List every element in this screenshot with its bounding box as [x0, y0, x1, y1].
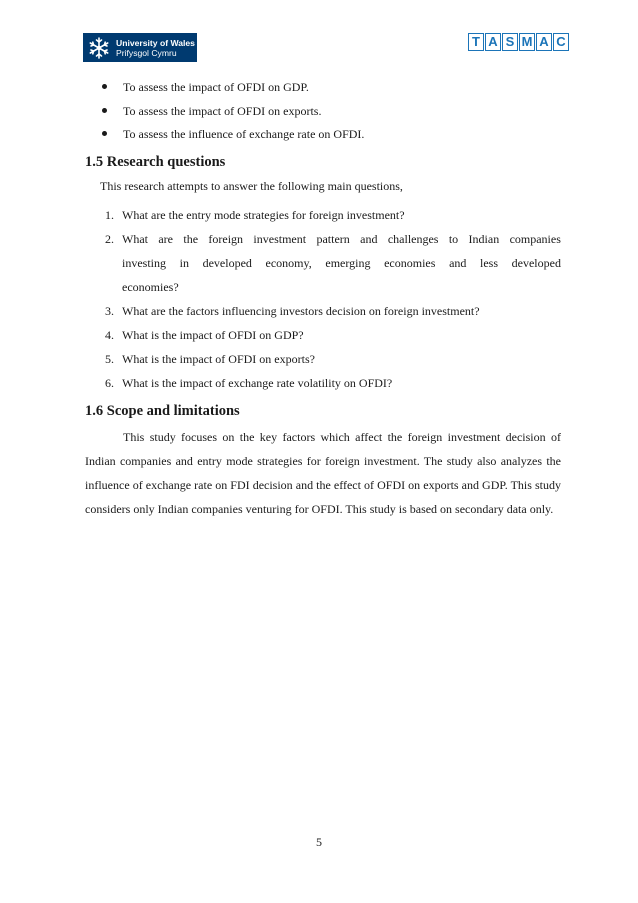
- objective-item: To assess the impact of OFDI on exports.: [85, 103, 561, 119]
- question-word: foreign: [208, 232, 244, 246]
- question-word: pattern: [316, 232, 350, 246]
- page-content: [85, 76, 561, 533]
- question-item: [85, 203, 561, 227]
- university-name-english: University of Wales: [116, 37, 195, 48]
- question-text-line: [122, 227, 561, 251]
- question-word: the: [183, 232, 199, 246]
- page-number: 5: [316, 835, 322, 849]
- question-item: [85, 227, 561, 299]
- question-word: developed: [202, 256, 252, 270]
- tasmac-letter: M: [519, 33, 535, 51]
- question-word: What: [122, 232, 148, 246]
- tasmac-letter: S: [502, 33, 518, 51]
- tasmac-letter: A: [485, 33, 501, 51]
- tasmac-letter: C: [553, 33, 569, 51]
- question-word: emerging: [325, 256, 371, 270]
- section-heading-research-questions: 1.5 Research questions: [85, 154, 226, 170]
- scope-paragraph: This study focuses on the key factors which affect the foreign investment decision of Indian companies and entry mode strategies for foreign investment. The study also analyzes the influence of exchange rate on FDI decision and the effect of OFDI on exports and GDP. This study considers only Indian companies venturing for OFDI. This study is based on secondary data only.: [85, 430, 561, 516]
- research-questions-intro: This research attempts to answer the following main questions,: [100, 179, 403, 193]
- question-word: investing: [122, 256, 166, 270]
- question-item: [85, 371, 561, 395]
- question-number: 2.: [105, 232, 114, 246]
- question-word: and: [360, 232, 378, 246]
- question-word: economies: [384, 256, 436, 270]
- page-header: [0, 0, 638, 70]
- question-item: [85, 323, 561, 347]
- university-logo-text: [116, 38, 195, 58]
- objective-item: To assess the influence of exchange rate on OFDI.: [85, 126, 561, 142]
- research-questions-list: [85, 203, 561, 395]
- question-number: 4.: [105, 328, 114, 342]
- question-word: and: [449, 256, 467, 270]
- question-word: companies: [509, 232, 561, 246]
- question-text: What are the entry mode strategies for foreign investment?: [122, 208, 405, 222]
- question-word: challenges: [387, 232, 439, 246]
- question-number: 6.: [105, 376, 114, 390]
- question-text-line: economies?: [122, 280, 179, 294]
- university-name-welsh: Prifysgol Cymru: [116, 47, 177, 58]
- objective-item: To assess the impact of OFDI on GDP.: [85, 79, 561, 95]
- question-item: [85, 299, 561, 323]
- question-text: What are the factors influencing investors decision on foreign investment?: [122, 304, 480, 318]
- university-of-wales-logo: [83, 33, 197, 62]
- question-number: 5.: [105, 352, 114, 366]
- section-heading-scope-limitations: 1.6 Scope and limitations: [85, 403, 240, 419]
- question-text: What is the impact of OFDI on GDP?: [122, 328, 304, 342]
- question-text: What is the impact of OFDI on exports?: [122, 352, 315, 366]
- question-word: Indian: [468, 232, 500, 246]
- question-word: to: [448, 232, 459, 246]
- question-number: 1.: [105, 208, 114, 222]
- question-word: economy,: [265, 256, 312, 270]
- objectives-list: [85, 79, 561, 142]
- question-word: are: [158, 232, 174, 246]
- tasmac-letter: T: [468, 33, 484, 51]
- question-text-line: [122, 251, 561, 275]
- snowflake-emblem-icon: [87, 36, 111, 60]
- question-item: [85, 347, 561, 371]
- question-word: in: [179, 256, 189, 270]
- tasmac-letter: A: [536, 33, 552, 51]
- question-word: developed: [511, 256, 561, 270]
- tasmac-logo: [468, 33, 570, 51]
- question-text: What is the impact of exchange rate volatility on OFDI?: [122, 376, 393, 390]
- question-word: less: [480, 256, 499, 270]
- question-word: investment: [253, 232, 307, 246]
- question-number: 3.: [105, 304, 114, 318]
